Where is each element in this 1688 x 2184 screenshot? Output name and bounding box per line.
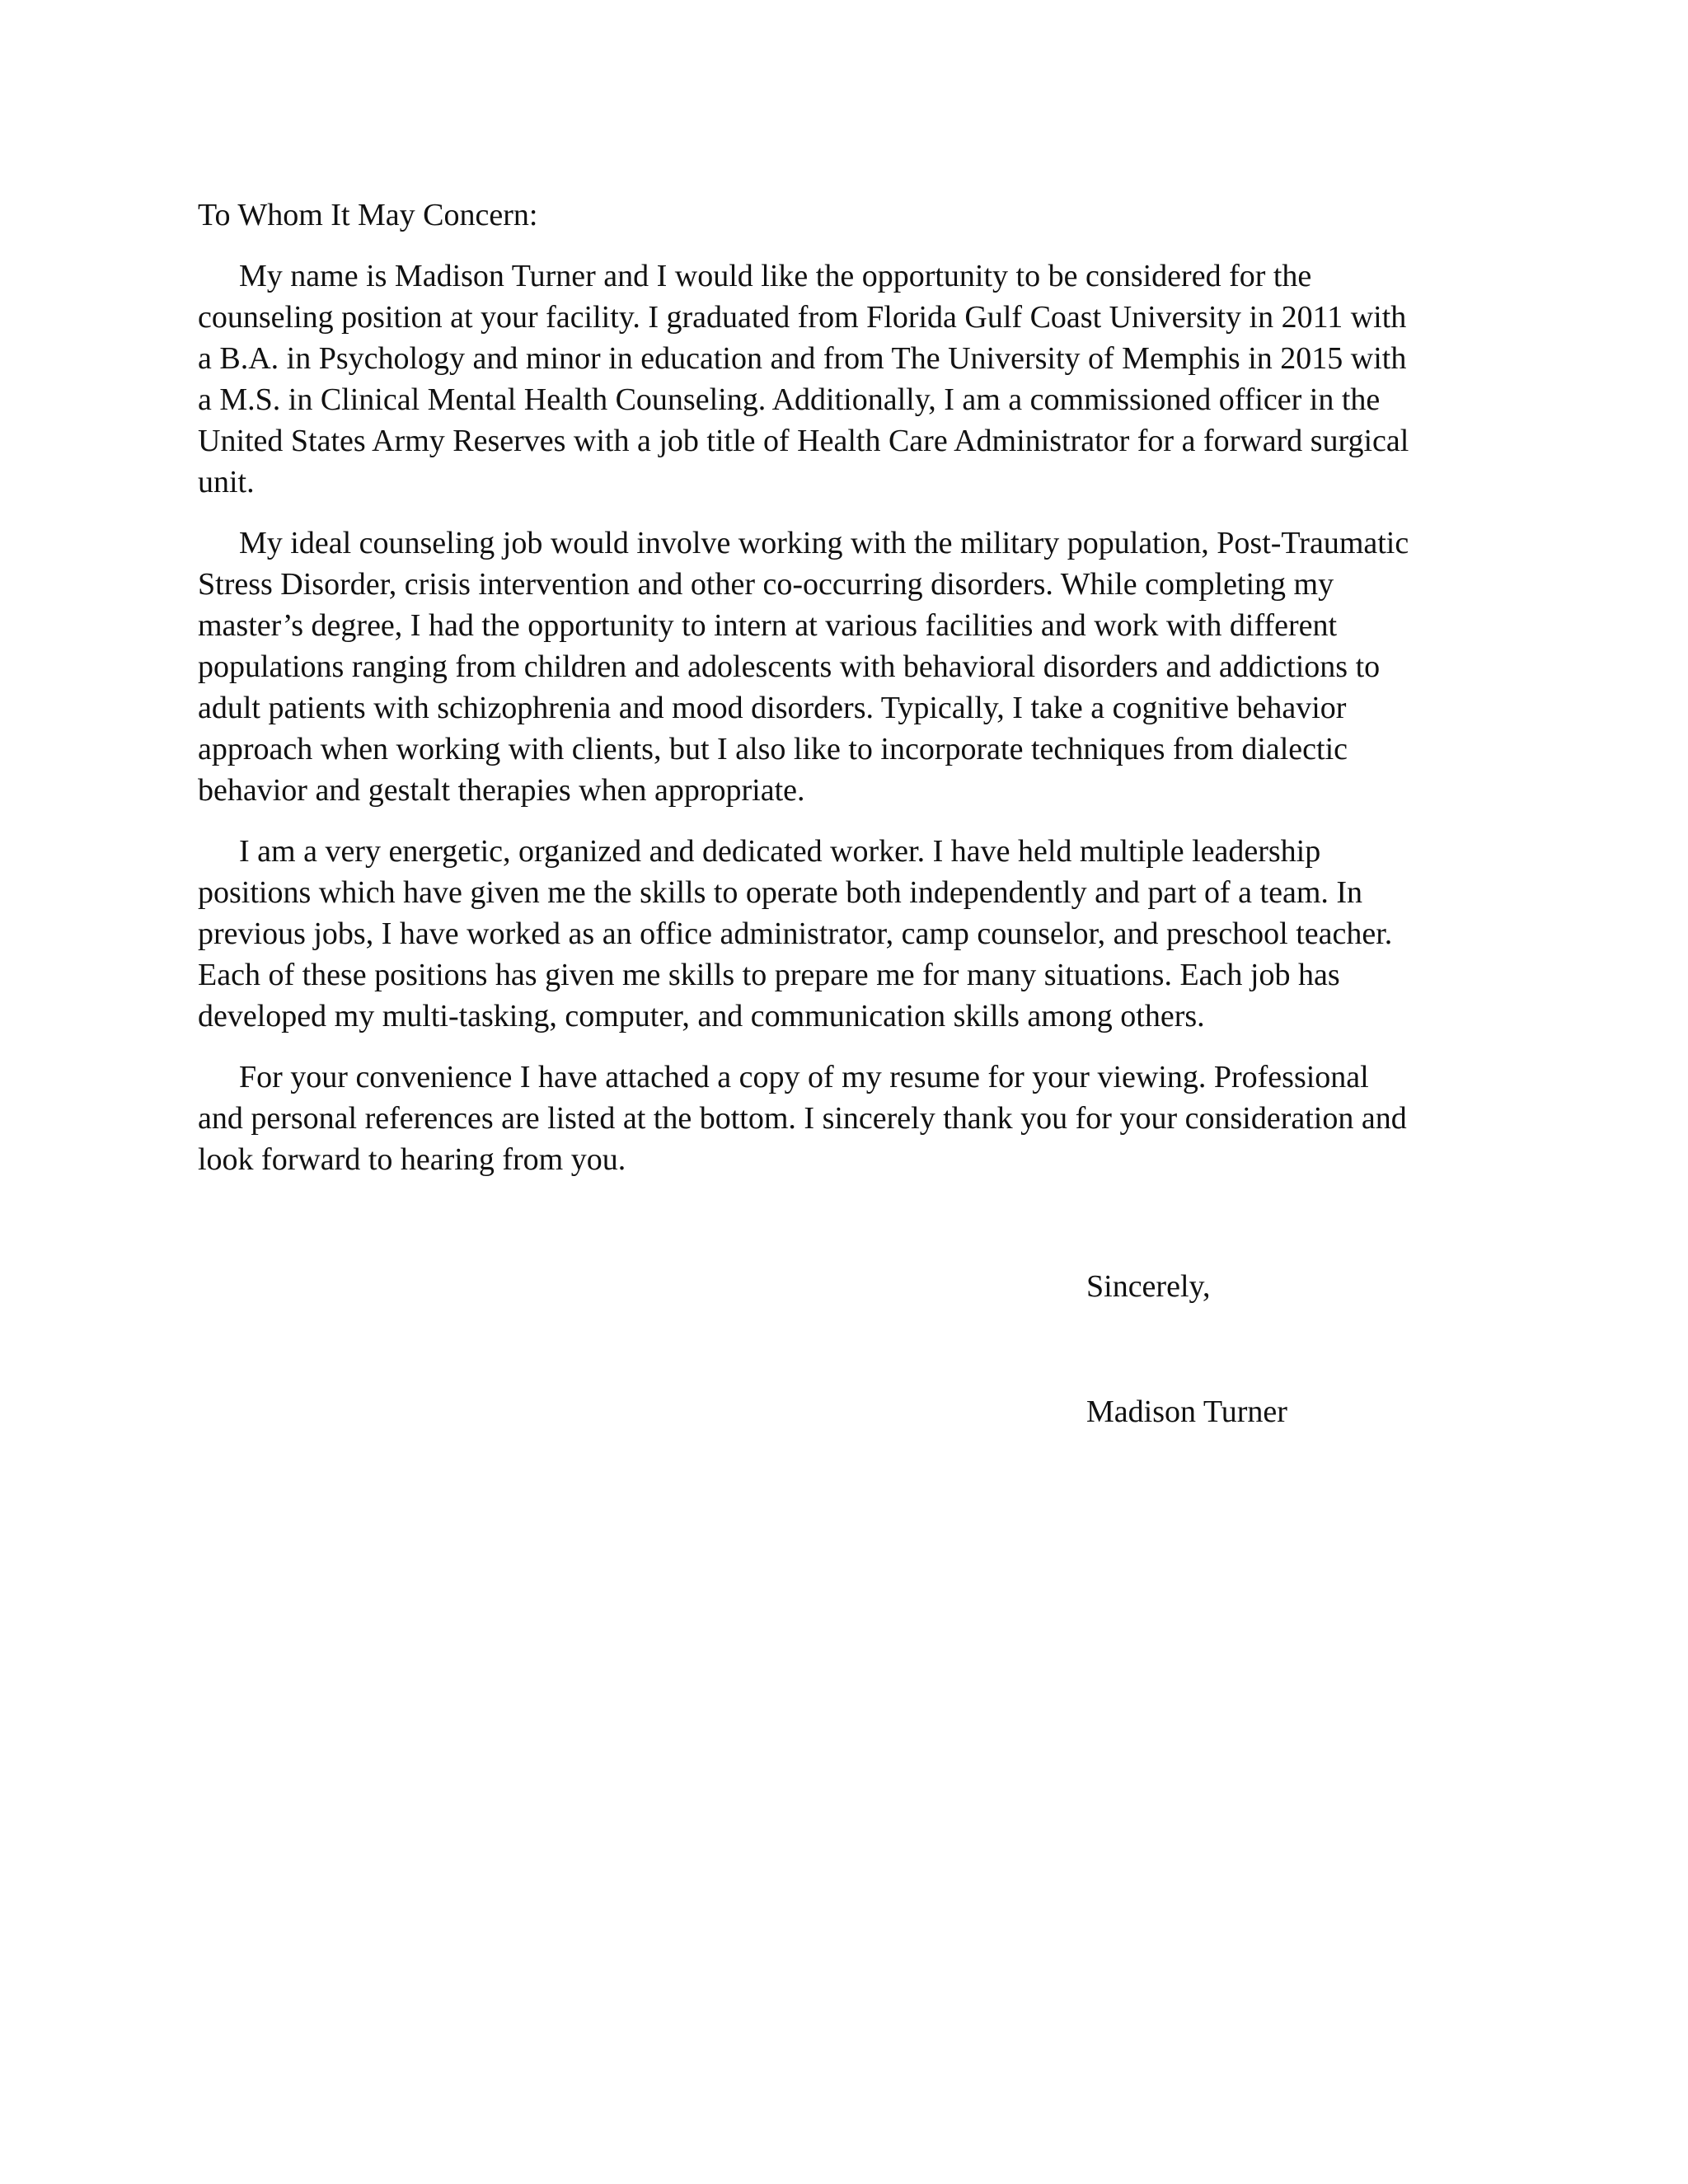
paragraph-line: For your convenience I have attached a copy of my resume for your viewing. Professional	[239, 1060, 1369, 1094]
paragraph-qualities	[198, 831, 1484, 1037]
paragraph-line: United States Army Reserves with a job title of Health Care Administrator for a forward surgical	[198, 424, 1409, 458]
paragraph-line: Each of these positions has given me skills to prepare me for many situations. Each job has	[198, 958, 1340, 992]
paragraph-line: adult patients with schizophrenia and mood disorders. Typically, I take a cognitive behavior	[198, 691, 1347, 725]
paragraph-line: and personal references are listed at the bottom. I sincerely thank you for your consideration and	[198, 1101, 1407, 1136]
paragraph-line: master’s degree, I had the opportunity to intern at various facilities and work with different	[198, 608, 1338, 643]
paragraph-line: Stress Disorder, crisis intervention and other co-occurring disorders. While completing my	[198, 567, 1334, 602]
paragraph-line: unit.	[198, 465, 255, 499]
paragraph-line: a B.A. in Psychology and minor in education and from The University of Memphis in 2015 with	[198, 341, 1407, 376]
paragraph-line: My name is Madison Turner and I would like the opportunity to be considered for the	[239, 259, 1312, 293]
signature-name: Madison Turner	[1086, 1394, 1287, 1429]
paragraph-line: counseling position at your facility. I graduated from Florida Gulf Coast University in 2011 with	[198, 300, 1407, 335]
closing: Sincerely,	[1086, 1269, 1211, 1304]
salutation: To Whom It May Concern:	[198, 198, 538, 232]
letter-body	[198, 194, 1484, 1200]
paragraph-line: behavior and gestalt therapies when appropriate.	[198, 773, 805, 808]
paragraph-line: I am a very energetic, organized and dedicated worker. I have held multiple leadership	[239, 834, 1321, 869]
paragraph-closing-remarks	[198, 1057, 1484, 1180]
paragraph-line: My ideal counseling job would involve working with the military population, Post-Traumatic	[239, 526, 1409, 560]
paragraph-line: approach when working with clients, but I also like to incorporate techniques from dialectic	[198, 732, 1348, 766]
paragraph-line: positions which have given me the skills to operate both independently and part of a team. In	[198, 875, 1363, 910]
paragraph-line: a M.S. in Clinical Mental Health Counseling. Additionally, I am a commissioned officer in the	[198, 382, 1381, 417]
paragraph-line: populations ranging from children and adolescents with behavioral disorders and addictions to	[198, 649, 1381, 684]
paragraph-ideal-job	[198, 523, 1484, 811]
paragraph-introduction	[198, 255, 1484, 503]
paragraph-line: previous jobs, I have worked as an office administrator, camp counselor, and preschool teacher.	[198, 916, 1393, 951]
paragraph-line: developed my multi-tasking, computer, and communication skills among others.	[198, 999, 1205, 1033]
paragraph-line: look forward to hearing from you.	[198, 1142, 626, 1177]
